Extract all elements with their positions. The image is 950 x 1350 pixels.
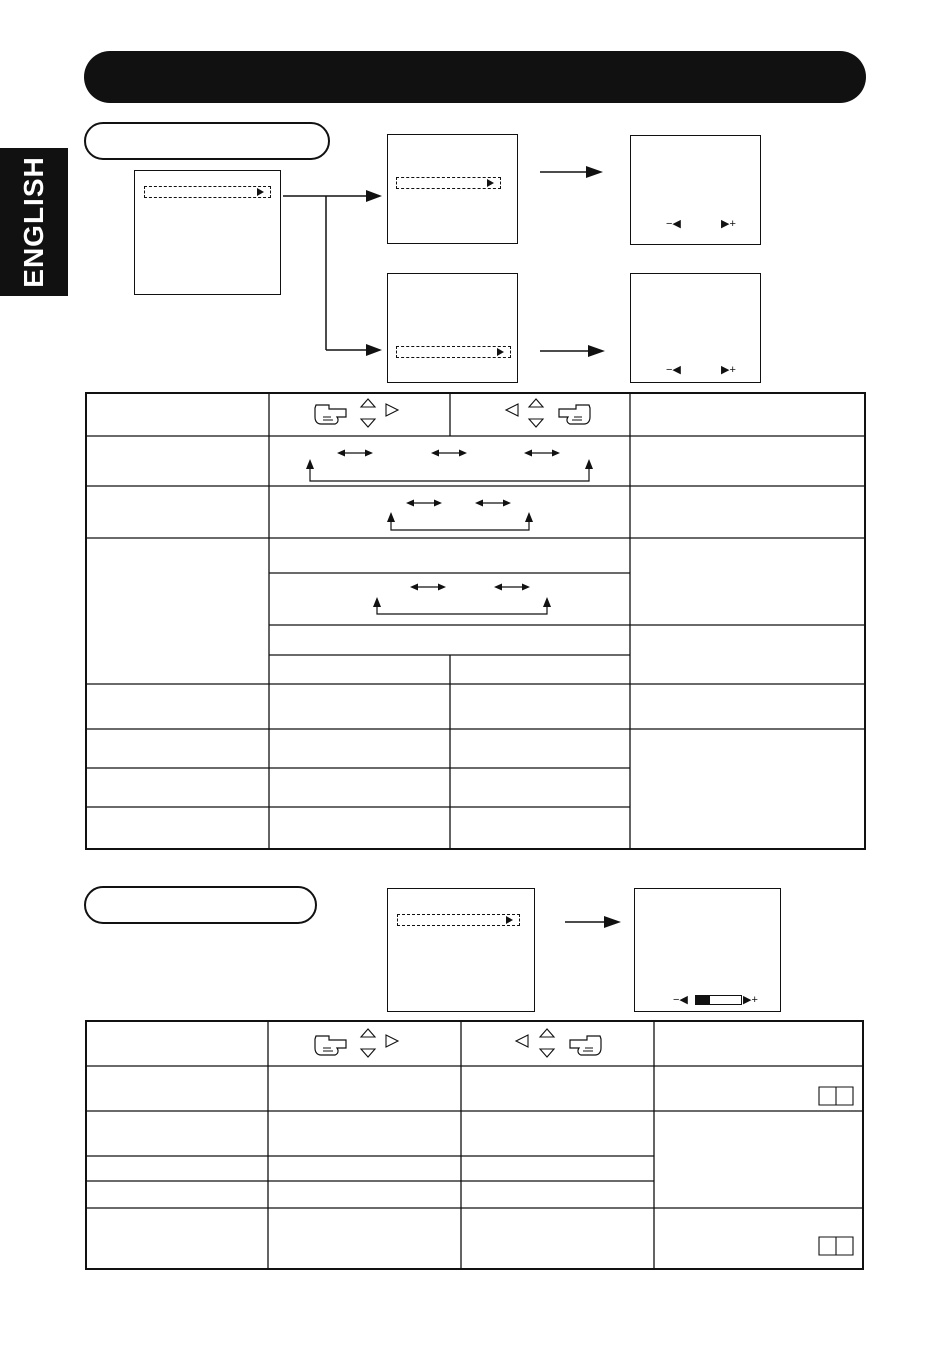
right-triangle-icon [386, 1035, 398, 1047]
up-down-triangle-icon [540, 1029, 554, 1057]
double-arrow-icon [494, 584, 530, 591]
function-table-2 [86, 1021, 863, 1269]
up-down-triangle-icon [361, 1029, 375, 1057]
function-table-1 [86, 393, 865, 849]
left-triangle-icon [516, 1035, 528, 1047]
slider-plus-label: ▶+ [743, 994, 758, 1006]
double-arrow-icon [431, 450, 467, 457]
double-arrow-icon [524, 450, 560, 457]
cycle-diagram-2 [387, 500, 533, 531]
hand-pointing-right-icon [315, 405, 346, 424]
hand-pointing-left-icon [559, 405, 590, 424]
double-arrow-icon [410, 584, 446, 591]
up-down-triangle-icon [361, 399, 375, 427]
hand-pointing-right-icon [315, 1036, 346, 1055]
double-arrow-icon [406, 500, 442, 507]
left-triangle-icon [506, 404, 518, 416]
double-arrow-icon [337, 450, 373, 457]
cycle-diagram-3 [373, 584, 551, 615]
hand-pointing-left-icon [570, 1036, 601, 1055]
adjust-plus-label: ▶+ [721, 364, 736, 376]
arrow-right-icon [366, 166, 621, 928]
adjust-minus-label: −◀ [666, 364, 681, 376]
slider-minus-label: −◀ [673, 994, 688, 1006]
connector-lines [283, 172, 607, 922]
right-triangle-icon [386, 404, 398, 416]
adjust-plus-label: ▶+ [721, 218, 736, 230]
adjust-minus-label: −◀ [666, 218, 681, 230]
up-down-triangle-icon [529, 399, 543, 427]
cycle-diagram-1 [306, 450, 593, 482]
book-icon [819, 1237, 853, 1255]
book-icon [819, 1087, 853, 1105]
language-tab-label: ENGLISH [18, 156, 49, 288]
double-arrow-icon [475, 500, 511, 507]
